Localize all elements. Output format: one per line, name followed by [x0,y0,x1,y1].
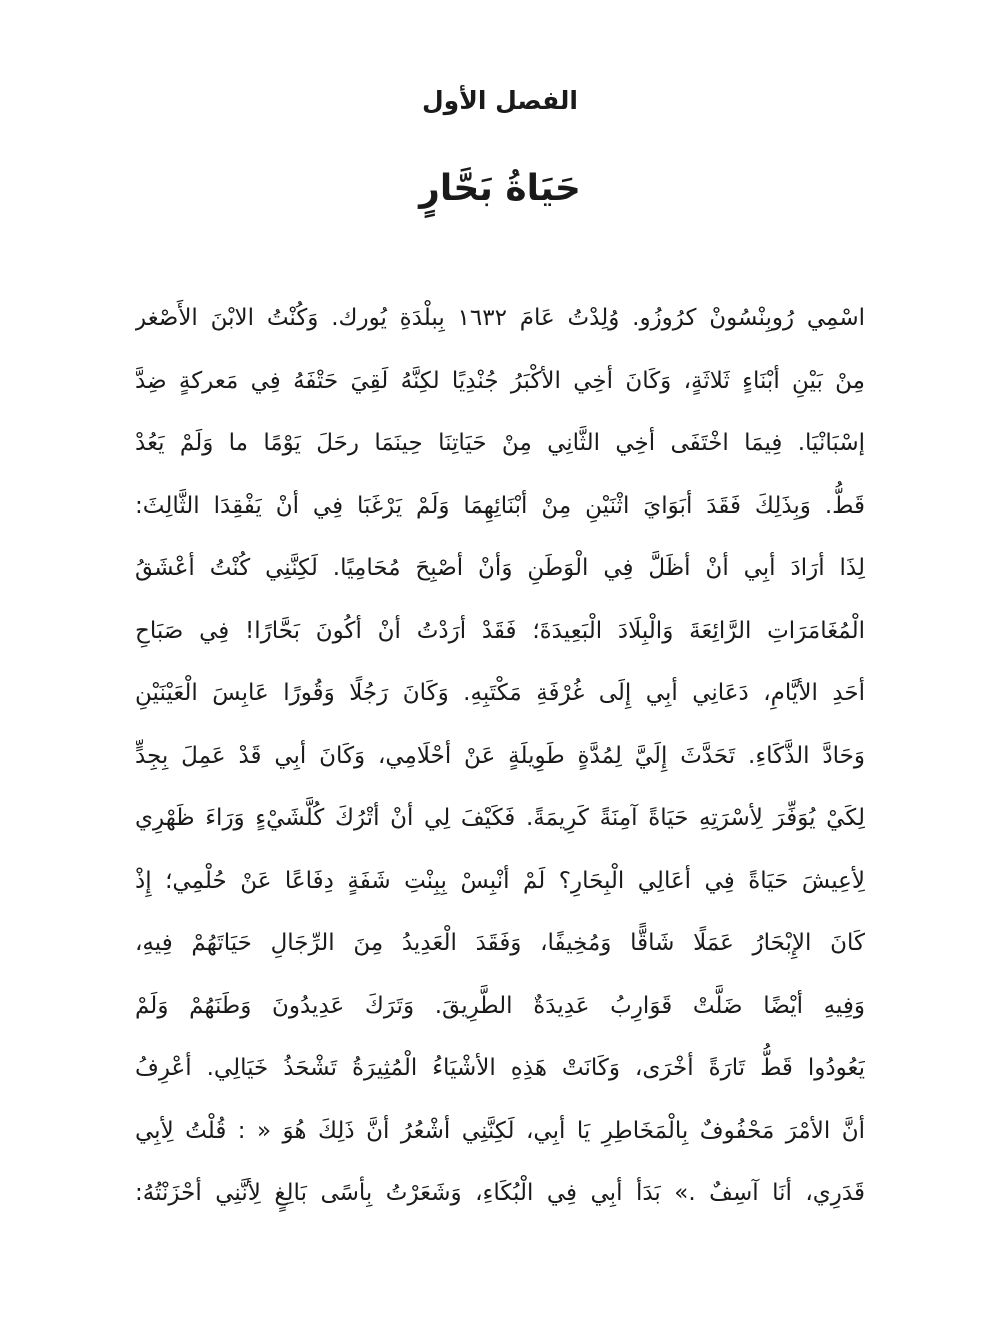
text-line: اسْمِي رُوبِنْسُونْ كرُوزُو. وُلِدْتُ عَامَ ١٦٣٢ بِبلْدَةِ يُورك. وَكُنْتُ الابْنَ الأَصْغر [135,305,865,331]
body-text [135,292,865,1230]
text-line: قَدَرِي، أنَا آسِفٌ .» بَدَأ أبِي فِي الْبُكَاءِ، وَشَعَرْتُ بِأسًى بَالِغٍ لِأنَّنِي أحْزَنْتُهُ: [135,1180,865,1206]
chapter-title: حَيَاةُ بَحَّارٍ [419,168,581,209]
text-line: وَفِيهِ أيْضًا ضَلَّتْ قَوَارِبُ عَدِيدَةٌ الطَّرِيقَ. وَتَرَكَ عَدِيدُونَ وَطَنَهُمْ وَلَمْ [135,992,865,1019]
text-line: أنَّ الأمْرَ مَحْفُوفٌ بِالْمَخَاطِرِ يَا أبِي، لَكِنَّنِي أشْعُرُ أنَّ ذَلِكَ هُوَ « : قُلْتُ لِأبِي [135,1117,865,1144]
text-line: لِأعِيشَ حَيَاةً فِي أعَالِي الْبِحَارِ؟ لَمْ أنْبِسْ بِبِنْتِ شَفَةٍ دِفَاعًا عَنْ حُلْمِي؛ إِذْ [135,867,865,894]
text-line: لِذَا أرَادَ أبِي أنْ أظَلَّ فِي الْوَطَنِ وَأنْ أصْبِحَ مُحَامِيًا. لَكِنَّنِي كُنْتُ أعْشَقُ [135,555,865,581]
text-line: الْمُغَامَرَاتِ الرَّائِعَةَ وَالْبِلَادَ الْبَعِيدَةَ؛ فَقَدْ أرَدْتُ أنْ أكُونَ بَحَّارًا! فِي صَبَاحِ [135,617,865,644]
text-line: يَعُودُوا قَطُّ تَارَةً أخْرَى، وَكَانَتْ هَذِهِ الأشْيَاءُ الْمُثِيرَةُ تَشْحَذُ خَيَالِي. أعْرِفُ [135,1055,865,1081]
text-line: إسْبَانْيَا. فِيمَا اخْتَفَى أخِي الثَّانِي مِنْ حَيَاتِنَا حِينَمَا رحَلَ يَوْمًا ما وَلَمْ يَعُدْ [135,430,865,456]
text-line: قَطُّ. وَبِذَلِكَ فَقَدَ أبَوَايَ اثْنَيْنِ مِنْ أبْنَائِهِمَا وَلَمْ يَرْغَبَا فِي أنْ يَفْقِدَا الثَّالِثَ: [135,492,865,519]
chapter-label: الفصل الأول [421,86,579,115]
text-line: لِكَيْ يُوَفِّرَ لِأسْرَتِهِ حَيَاةً آمِنَةً كَرِيمَةً. فَكَيْفَ لِي أنْ أتْرُكَ كُلَّشَيْءٍ وَرَاءَ ظَهْرِي [135,805,865,831]
text-line: وَحَادَّ الذَّكَاءِ. تَحَدَّثَ إِلَيَّ لِمُدَّةٍ طَوِيلَةٍ عَنْ أحْلَامِي، وَكَانَ أبِي قَدْ عَمِلَ بِجِدٍّ [135,742,865,769]
text-line: أحَدِ الأيَّامِ، دَعَانِي أبِي إِلَى غُرْفَةِ مَكْتَبِهِ. وَكَانَ رَجُلًا وَقُورًا عَابِسَ الْعَيْنَيْنِ [135,680,865,706]
text-line: مِنْ بَيْنِ أبْنَاءٍ ثَلاثَةٍ، وَكَانَ أخِي الأكْبَرُ جُنْدِيًا لكِنَّهُ لَقِيَ حَتْفَهُ فِي مَعركةٍ ضِدَّ [135,367,865,394]
text-line: كَانَ الإِبْحَارُ عَمَلًا شَاقًّا وَمُخِيفًا، وَفَقَدَ الْعَدِيدُ مِنَ الرِّجَالِ حَيَاتَهُمْ فِيهِ، [135,930,865,956]
